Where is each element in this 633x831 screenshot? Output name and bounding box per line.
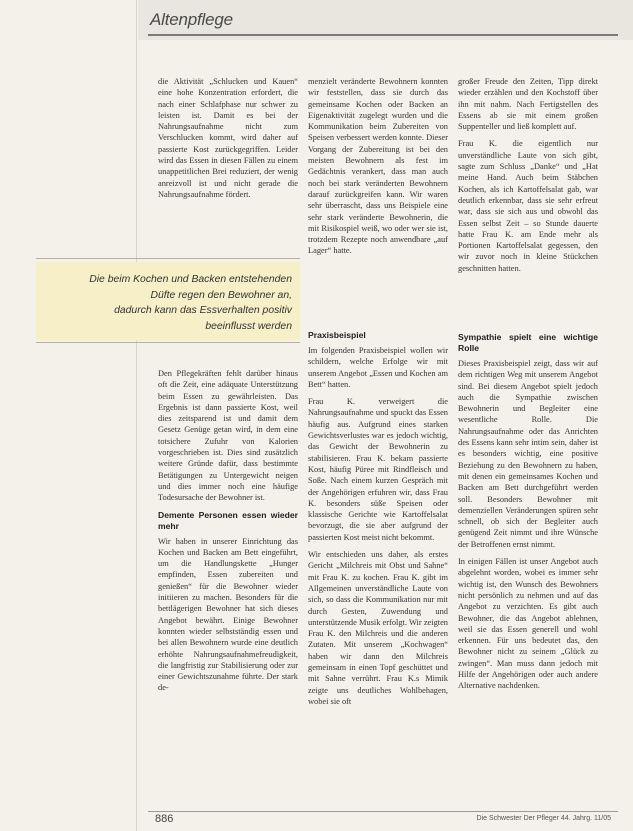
pull-quote-line: Die beim Kochen und Backen entstehenden [89,274,292,285]
paragraph: Im folgenden Praxisbeispiel wollen wir schildern, welche Erfolge wir mit unserem Angebot „Essen und Kochen am Bett“ hatten. [308,346,448,389]
paragraph: In einigen Fällen ist unser Angebot auch abgelehnt worden, wobei es immer sehr wichtig ist, den Wunsch des Bewohners nicht persönlich zu nehmen und auf das Angebot zu verzichten. Es gibt auch Bewohner, die das Angebot ablehnen, weil sie das Essen generell und wohl erkennen. Für uns bedeutet das, den Bewohner nicht zu seinem „Glück zu zwingen“. Man muss dann jedoch mit Hilfe der Angehörigen oder auch andere Alternative nachdenken. [458,557,598,691]
text-column-1-lower [158,368,298,700]
pull-quote-line: dadurch kann das Essverhalten positiv [114,305,292,316]
footer-rule [148,811,618,812]
text-column-1 [158,76,298,206]
paragraph: Den Pflegekräften fehlt darüber hinaus oft die Zeit, eine adäquate Unterstützung beim Essen zu gewährleisten. Das Ergebnis ist dann passierte Kost, weil dies zeitsparend ist und damit dem Gesetz Genüge getan wird, in dem eine totsichere Zufuhr von Kalorien vorgeschrieben ist. Dies sind zusätzlich weitere Gründe dafür, dass bestimmte Betätigungen zu Untergewicht neigen und dies immer noch eine häufige Todesursache der Bewohner ist. [158,369,298,503]
text-column-3-lower [458,326,598,698]
running-head: Altenpflege [150,10,233,29]
callout-rule [36,342,300,343]
paragraph: Frau K. die eigentlich nur unverständliche Laute von sich gibt, sagte zum Schluss „Danke“ und „Hat meine Hand. Auch beim Stäbchen Kochen, als ich Kartoffelsalat gab, war deutlich erkennbar, dass sie sehr erfreut war, dass sie sich aus und obwohl das Essen selbst Zeit – so Stunde dauerte hatte Frau K. am Ende mehr als Portionen Kartoffelsalat gegessen, den wir zuvor noch in kleine Stückchen geschnitten hatten. [458,139,598,273]
page-number: 886 [155,813,174,825]
section-heading: Sympathie spielt eine wichtige Rolle [458,332,598,353]
pull-quote [36,262,300,340]
paragraph: die Aktivität „Schlucken und Kauen“ eine hohe Konzentration erfordert, die nach einer Schlafphase nur schwer zu leisten ist. Damit es bei der Nahrungsaufnahme nicht zum Verschlucken kommt, wird daher auf passierte Kost zurückgegriffen. Leider wird das Essen in diesen Fällen zu einem unappetitlichen Brei reduziert, der wenig anreizvoll ist und nicht gerade die Nahrungsaufnahme fördert. [158,77,298,199]
text-column-2-lower [308,324,448,713]
paragraph: großer Freude den Zeiten, Tipp direkt wieder erzählen und den Kochstoff über ihn mit nahm. Nach Fertigstellen des Essens ab sie mit einem großen Suppenteller und ließ komplett auf. [458,77,598,132]
callout-rule [36,258,300,259]
journal-citation: Die Schwester Der Pfleger 44. Jahrg. 11/05 [476,815,611,822]
text-column-3 [458,76,598,280]
paragraph: menzielt veränderte Bewohnern konnten wir feststellen, dass sie durch das gemeinsame Kochen oder Backen an Eigenaktivität zugelegt wurden und die Kommunikation beim Zubereiten von Speisen verbessert werden konnte. Dieser Vorgang der Zubereitung ist bei den meisten Bewohnern als fest im Gedächtnis verankert, dass man auch noch bei stark veränderten Bewohnern darauf zurückgreifen kann. Wir waren sehr überrascht, dass uns Beispiele eine sehr stark veränderte Bewohnerin, die mit Risikospiel weiß, wo oder wer sie ist, trotzdem Rezepte noch anwendbare „auf Lager“ hatte. [308,77,448,256]
paragraph: Frau K. verweigert die Nahrungsaufnahme und spuckt das Essen häufig aus. Aufgrund eines starken Gewichtsverlustes war es jedoch wichtig, das Gewicht der Bewohnerin zu stabilisieren. Frau K. bekam passierte Kost, häufig Püree mit Rindfleisch und Soße. Nach einem kurzen Gespräch mit der Angehörigen erfuhren wir, dass Frau K. besonders süße Speisen oder klassische Gerichte wie Kartoffelsalat bevorzugt, die sie aber aufgrund der passierten Kost meist nicht bekommt. [308,397,448,542]
pull-quote-line: Düfte regen den Bewohner an, [150,289,292,301]
text-column-2 [308,76,448,263]
section-heading: Praxisbeispiel [308,330,366,340]
pull-quote-line: beeinflusst werden [205,320,292,332]
paragraph: Wir haben in unserer Einrichtung das Kochen und Backen am Bett eingeführt, um die Handlungskette „Hunger empfinden, Essen zubereiten und genießen“ für die Bewohner wieder initiieren zu machen. Besonders für die bettlägerigen Bewohner hat sich dieses Angebot bewährt. Einige Bewohner konnten wieder selbstständig essen und bei allen Bewohnern wurde eine deutlich erhöhte Nahrungsaufnahmefreudigkeit, die langfristig zur Stabilisierung oder zur einer Gewichtszunahme führte. Der stark de- [158,536,298,693]
paragraph: Wir entschieden uns daher, als erstes Gericht „Milchreis mit Obst und Sahne“ mit Frau K. zu kochen. Frau K. gibt im Allgemeinen unverständliche Laute von sich, so dass die Kommunikation nur mit durch Gesten, Zuwendung und unterstützende Musik erfolgt. Wir zeigten Frau K. den Milchreis und die anderen Zutaten. Mit unserem „Kochwagen“ haben wir dann den Milchreis gemeinsam in einen Topf geschüttet und mit Sahne verrührt. Frau K.s Mimik zeigte uns deutliches Wohlbehagen, wobei sie oft [308,550,448,706]
paragraph: Dieses Praxisbeispiel zeigt, dass wir auf dem richtigen Weg mit unserem Angebot sind. Bei diesem Angebot spielt jedoch auch die Sympathie zwischen Bewohnerin und Begleiter eine wesentliche Rolle. Die Nahrungsaufnahme oder das Anrichten des Essens kann sehr intim sein, daher ist es besonders wichtig, eine positive Beziehung zu den Bewohnern zu haben, mit denen ein gemeinsames Kochen und Backen am Bett durchgeführt werden soll. Besonders Bewohner mit demenziellen Veränderungen spüren sehr schnell, ob sich der Begleiter auch genügend Zeit nimmt und ihre Wünsche der Betroffenen ernst nimmt. [458,359,598,549]
section-heading: Demente Personen essen wieder mehr [158,509,298,531]
margin-rule [136,0,137,831]
header-rule [148,34,618,36]
